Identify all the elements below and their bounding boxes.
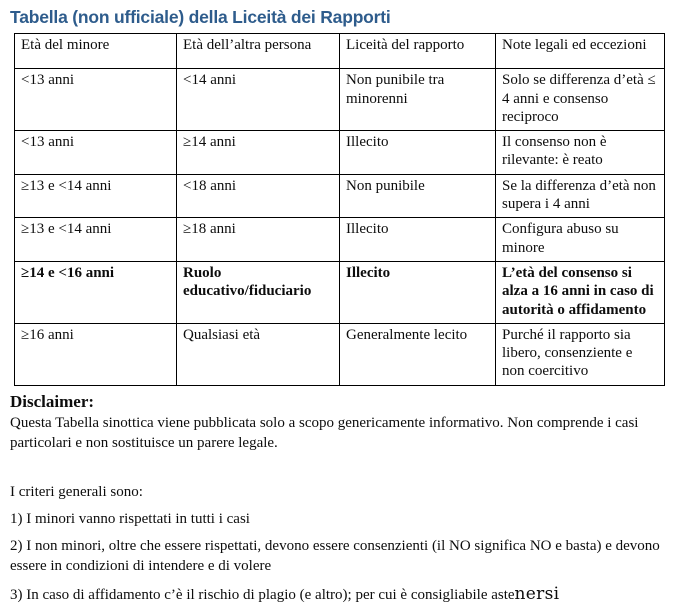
table-row — [15, 174, 665, 218]
table-row — [15, 218, 665, 262]
cell-note: Solo se differenza d’età ≤ 4 anni e consenso reciproco — [496, 69, 665, 131]
cell-eta-minore: ≥13 e <14 anni — [15, 218, 177, 262]
cell-eta-altra: <14 anni — [177, 69, 340, 131]
cell-note: L’età del consenso si alza a 16 anni in caso di autorità o affidamento — [496, 261, 665, 323]
criteria-item-3 — [10, 583, 672, 606]
disclaimer-body: Questa Tabella sinottica viene pubblicata solo a scopo genericamente informativo. Non comprende i casi particolari e non sostituisce un parere legale. — [10, 414, 639, 452]
document-page — [0, 7, 678, 604]
cell-liceita: Non punibile — [340, 174, 496, 218]
criteria-intro: I criteri generali sono: — [10, 484, 143, 501]
cell-eta-minore: ≥14 e <16 anni — [15, 261, 177, 323]
cell-eta-altra: <18 anni — [177, 174, 340, 218]
cell-eta-minore: <13 anni — [15, 69, 177, 131]
table-row — [15, 131, 665, 175]
cell-eta-minore: <13 anni — [15, 131, 177, 175]
cell-eta-minore: ≥16 anni — [15, 323, 177, 385]
disclaimer-section — [0, 392, 678, 606]
cell-liceita: Illecito — [340, 261, 496, 323]
cell-eta-altra: ≥18 anni — [177, 218, 340, 262]
criteria-item-1: 1) I minori vanno rispettati in tutti i casi — [10, 510, 250, 527]
column-header-eta-minore: Età del minore — [15, 34, 177, 69]
cell-note: Purché il rapporto sia libero, consenziente e non coercitivo — [496, 323, 665, 385]
table-header-row — [15, 34, 665, 69]
page-title: Tabella (non ufficiale) della Liceità dei Rapporti — [10, 7, 391, 27]
criteria-item-3-text: 3) In caso di affidamento c’è il rischio di plagio (e altro); per cui è consigliabile aste — [10, 586, 515, 603]
cell-liceita: Illecito — [340, 218, 496, 262]
criteria-item-2: 2) I non minori, oltre che essere rispettati, devono essere consenzienti (il NO significa NO e basta) e devono essere in condizioni di intendere e di volere — [10, 537, 660, 575]
criteria-item-3-suffix: nersi — [514, 583, 560, 604]
cell-note: Il consenso non è rilevante: è reato — [496, 131, 665, 175]
cell-eta-altra: ≥14 anni — [177, 131, 340, 175]
cell-liceita: Illecito — [340, 131, 496, 175]
table-row — [15, 323, 665, 385]
table-row — [15, 69, 665, 131]
column-header-eta-altra-persona: Età dell’altra persona — [177, 34, 340, 69]
table-row-emphasized — [15, 261, 665, 323]
cell-note: Configura abuso su minore — [496, 218, 665, 262]
liceita-table — [14, 33, 665, 386]
disclaimer-heading: Disclaimer: — [10, 391, 95, 411]
cell-note: Se la differenza d’età non supera i 4 anni — [496, 174, 665, 218]
cell-eta-altra: Ruolo educativo/fiduciario — [177, 261, 340, 323]
cell-eta-minore: ≥13 e <14 anni — [15, 174, 177, 218]
column-header-note-legali: Note legali ed eccezioni — [496, 34, 665, 69]
cell-liceita: Generalmente lecito — [340, 323, 496, 385]
column-header-liceita: Liceità del rapporto — [340, 34, 496, 69]
cell-eta-altra: Qualsiasi età — [177, 323, 340, 385]
cell-liceita: Non punibile tra minorenni — [340, 69, 496, 131]
